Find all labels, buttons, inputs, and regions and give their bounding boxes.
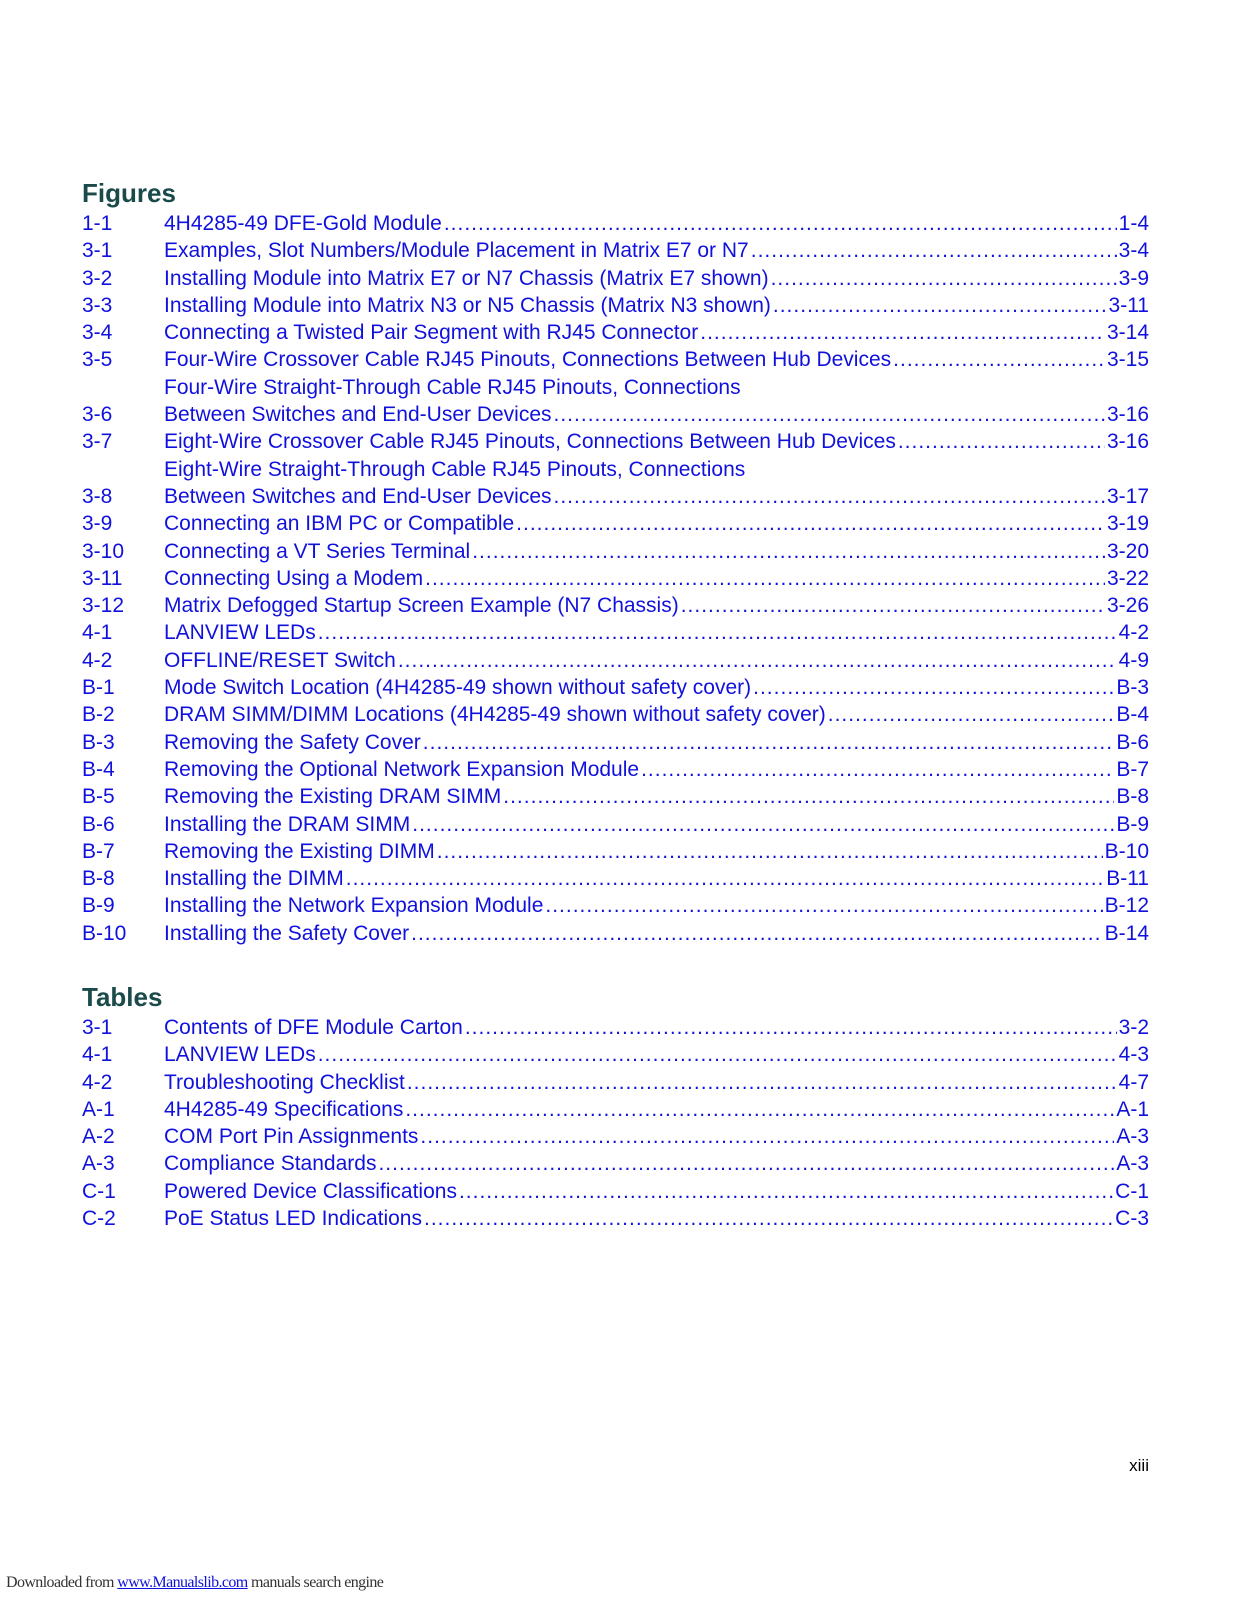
page-number: xiii bbox=[1129, 1456, 1149, 1475]
figure-page-ref: 1-4 bbox=[1118, 212, 1149, 235]
table-entry[interactable] bbox=[82, 1014, 1149, 1041]
table-page-ref: A-1 bbox=[1116, 1097, 1149, 1121]
figure-page-ref: B-11 bbox=[1106, 867, 1149, 891]
figure-page-ref: 3-4 bbox=[1118, 239, 1149, 263]
figure-page-ref: B-14 bbox=[1104, 921, 1149, 945]
table-page-ref: C-3 bbox=[1115, 1207, 1149, 1231]
table-number: 4-1 bbox=[82, 1043, 113, 1067]
figure-page-ref: 3-16 bbox=[1106, 430, 1149, 454]
figure-page-ref: 3-19 bbox=[1106, 512, 1149, 536]
dot-leader bbox=[751, 237, 1117, 264]
figure-title: Installing the Safety Cover bbox=[164, 921, 410, 945]
dot-leader bbox=[444, 210, 1117, 237]
figure-entry[interactable] bbox=[82, 210, 1149, 237]
table-entry[interactable] bbox=[82, 1178, 1149, 1205]
dot-leader bbox=[753, 674, 1114, 701]
dot-leader bbox=[318, 1041, 1117, 1068]
figure-page-ref: B-3 bbox=[1116, 676, 1149, 700]
dot-leader bbox=[472, 538, 1105, 565]
table-page-ref: A-3 bbox=[1116, 1125, 1149, 1149]
dot-leader bbox=[346, 865, 1104, 892]
table-page-ref: C-1 bbox=[1115, 1179, 1149, 1203]
figure-number: 3-9 bbox=[82, 512, 113, 536]
figure-entry[interactable] bbox=[82, 838, 1149, 865]
figure-entry[interactable] bbox=[82, 865, 1149, 892]
figure-number: B-4 bbox=[82, 757, 115, 781]
table-entry[interactable] bbox=[82, 1123, 1149, 1150]
figure-entry[interactable] bbox=[82, 920, 1149, 947]
figure-number: 4-2 bbox=[82, 648, 113, 672]
figure-entry[interactable] bbox=[82, 456, 1149, 511]
figure-entry[interactable] bbox=[82, 647, 1149, 674]
dot-leader bbox=[407, 1069, 1117, 1096]
figure-number: 3-8 bbox=[82, 484, 113, 508]
figure-title: Four-Wire Straight-Through Cable RJ45 Pinouts, Connections bbox=[164, 375, 741, 399]
figure-title: LANVIEW LEDs bbox=[164, 621, 316, 645]
figure-number: B-6 bbox=[82, 812, 115, 836]
dot-leader bbox=[378, 1150, 1114, 1177]
table-number: C-1 bbox=[82, 1179, 116, 1203]
dot-leader bbox=[405, 1096, 1114, 1123]
figure-entry[interactable] bbox=[82, 510, 1149, 537]
figure-number: B-5 bbox=[82, 785, 115, 809]
figure-title: Examples, Slot Numbers/Module Placement in Matrix E7 or N7 bbox=[164, 239, 749, 263]
figure-page-ref: 3-14 bbox=[1106, 321, 1149, 345]
figure-number: B-1 bbox=[82, 676, 115, 700]
table-entry[interactable] bbox=[82, 1150, 1149, 1177]
dot-leader bbox=[411, 920, 1103, 947]
dot-leader bbox=[516, 510, 1105, 537]
dot-leader bbox=[412, 811, 1114, 838]
dot-leader bbox=[773, 292, 1107, 319]
figures-section bbox=[82, 176, 1149, 947]
dot-leader bbox=[420, 1123, 1114, 1150]
table-title: Troubleshooting Checklist bbox=[164, 1070, 405, 1094]
figure-page-ref: 3-16 bbox=[1106, 403, 1149, 427]
table-title: LANVIEW LEDs bbox=[164, 1043, 316, 1067]
figure-entry[interactable] bbox=[82, 319, 1149, 346]
table-page-ref: 4-7 bbox=[1118, 1070, 1149, 1094]
figure-number: 1-1 bbox=[82, 212, 113, 235]
figure-title: Installing Module into Matrix E7 or N7 Chassis (Matrix E7 shown) bbox=[164, 266, 769, 290]
dot-leader bbox=[893, 346, 1105, 373]
figure-number: 3-7 bbox=[82, 430, 113, 454]
figure-entry[interactable] bbox=[82, 237, 1149, 264]
figure-title: Installing the DRAM SIMM bbox=[164, 812, 411, 836]
dot-leader bbox=[771, 265, 1117, 292]
figure-entry[interactable] bbox=[82, 811, 1149, 838]
figure-entry[interactable] bbox=[82, 428, 1149, 455]
footer bbox=[6, 1574, 383, 1592]
figure-number: 3-5 bbox=[82, 348, 113, 372]
figure-number: B-10 bbox=[82, 921, 127, 945]
figure-title: Removing the Optional Network Expansion Module bbox=[164, 757, 640, 781]
dot-leader bbox=[503, 783, 1114, 810]
footer-prefix: Downloaded from bbox=[6, 1574, 118, 1591]
dot-leader bbox=[423, 729, 1115, 756]
figure-title: Connecting an IBM PC or Compatible bbox=[164, 512, 515, 536]
figure-number: B-9 bbox=[82, 894, 115, 918]
figure-page-ref: 4-2 bbox=[1118, 621, 1149, 645]
table-page-ref: 3-2 bbox=[1118, 1016, 1149, 1039]
figure-number: B-8 bbox=[82, 867, 115, 891]
figure-page-ref: 3-9 bbox=[1118, 266, 1149, 290]
table-page-ref: 4-3 bbox=[1118, 1043, 1149, 1067]
table-number: 3-1 bbox=[82, 1016, 113, 1039]
figure-entry[interactable] bbox=[82, 265, 1149, 292]
figure-entry[interactable] bbox=[82, 674, 1149, 701]
figure-number: 3-12 bbox=[82, 594, 125, 618]
table-title: COM Port Pin Assignments bbox=[164, 1125, 419, 1149]
figure-entry[interactable] bbox=[82, 292, 1149, 319]
figure-number: B-7 bbox=[82, 839, 115, 863]
tables-heading: Tables bbox=[82, 982, 163, 1012]
figure-title: Connecting Using a Modem bbox=[164, 566, 424, 590]
figure-page-ref: 3-11 bbox=[1108, 293, 1149, 317]
figure-title: Connecting a Twisted Pair Segment with RJ45 Connector bbox=[164, 321, 699, 345]
dot-leader bbox=[425, 565, 1105, 592]
table-entry[interactable] bbox=[82, 1205, 1149, 1232]
manualslib-link[interactable]: www.Manualslib.com bbox=[117, 1574, 248, 1591]
table-entry[interactable] bbox=[82, 1069, 1149, 1096]
figure-number: 3-3 bbox=[82, 293, 113, 317]
figure-title: Matrix Defogged Startup Screen Example (N7 Chassis) bbox=[164, 594, 679, 618]
figure-page-ref: B-6 bbox=[1116, 730, 1149, 754]
dot-leader bbox=[437, 838, 1103, 865]
table-title: PoE Status LED Indications bbox=[164, 1207, 422, 1231]
dot-leader bbox=[465, 1014, 1117, 1041]
figure-title: Installing the DIMM bbox=[164, 867, 344, 891]
table-number: A-2 bbox=[82, 1125, 115, 1149]
figure-title: Removing the Existing DIMM bbox=[164, 839, 435, 863]
dot-leader bbox=[828, 701, 1115, 728]
figures-list bbox=[82, 210, 1149, 947]
figure-title: OFFLINE/RESET Switch bbox=[164, 648, 396, 672]
figure-number: B-3 bbox=[82, 730, 115, 754]
figure-title: 4H4285-49 DFE-Gold Module bbox=[164, 212, 442, 235]
dot-leader bbox=[700, 319, 1105, 346]
figure-title: Eight-Wire Straight-Through Cable RJ45 Pinouts, Connections bbox=[164, 457, 746, 481]
figure-number: 3-6 bbox=[82, 403, 113, 427]
figure-title: Removing the Safety Cover bbox=[164, 730, 421, 754]
figure-title: Four-Wire Crossover Cable RJ45 Pinouts, Connections Between Hub Devices bbox=[164, 348, 892, 372]
figure-page-ref: 3-20 bbox=[1106, 539, 1149, 563]
figure-page-ref: 3-26 bbox=[1106, 594, 1149, 618]
figure-entry[interactable] bbox=[82, 783, 1149, 810]
figure-page-ref: B-4 bbox=[1116, 703, 1149, 727]
table-entry[interactable] bbox=[82, 1096, 1149, 1123]
dot-leader bbox=[641, 756, 1114, 783]
figure-title: Between Switches and End-User Devices bbox=[164, 484, 552, 508]
table-number: A-3 bbox=[82, 1152, 115, 1176]
figure-number: 3-2 bbox=[82, 266, 113, 290]
figure-entry[interactable] bbox=[82, 729, 1149, 756]
figure-title: Connecting a VT Series Terminal bbox=[164, 539, 471, 563]
figure-entry[interactable] bbox=[82, 756, 1149, 783]
dot-leader bbox=[318, 619, 1117, 646]
figure-entry[interactable] bbox=[82, 619, 1149, 646]
dot-leader bbox=[681, 592, 1105, 619]
table-title: Compliance Standards bbox=[164, 1152, 377, 1176]
figure-page-ref: B-9 bbox=[1116, 812, 1149, 836]
dot-leader bbox=[898, 428, 1105, 455]
table-entry[interactable] bbox=[82, 1041, 1149, 1068]
table-page-ref: A-3 bbox=[1116, 1152, 1149, 1176]
footer-suffix: manuals search engine bbox=[247, 1574, 384, 1591]
figure-number: 4-1 bbox=[82, 621, 113, 645]
figure-entry[interactable] bbox=[82, 892, 1149, 919]
figure-entry[interactable] bbox=[82, 592, 1149, 619]
figure-entry[interactable] bbox=[82, 565, 1149, 592]
figure-page-ref: B-8 bbox=[1116, 785, 1149, 809]
figure-entry[interactable] bbox=[82, 701, 1149, 728]
figure-number: 3-10 bbox=[82, 539, 125, 563]
figure-page-ref: B-7 bbox=[1116, 757, 1149, 781]
table-title: 4H4285-49 Specifications bbox=[164, 1097, 404, 1121]
figure-page-ref: 3-22 bbox=[1106, 566, 1149, 590]
figure-entry[interactable] bbox=[82, 538, 1149, 565]
dot-leader bbox=[424, 1205, 1113, 1232]
figures-heading: Figures bbox=[82, 178, 176, 208]
figure-page-ref: 3-17 bbox=[1106, 484, 1149, 508]
figure-page-ref: B-12 bbox=[1104, 894, 1149, 918]
figure-number: 3-1 bbox=[82, 239, 113, 263]
figure-entry[interactable] bbox=[82, 346, 1149, 373]
table-number: 4-2 bbox=[82, 1070, 113, 1094]
figure-title: Between Switches and End-User Devices bbox=[164, 403, 552, 427]
table-title: Powered Device Classifications bbox=[164, 1179, 457, 1203]
dot-leader bbox=[545, 892, 1102, 919]
tables-section bbox=[82, 980, 1149, 1232]
dot-leader bbox=[459, 1178, 1113, 1205]
figure-number: 3-11 bbox=[82, 566, 123, 590]
figure-number: B-2 bbox=[82, 703, 115, 727]
figure-title: DRAM SIMM/DIMM Locations (4H4285-49 shown without safety cover) bbox=[164, 703, 826, 727]
figure-entry[interactable] bbox=[82, 374, 1149, 429]
tables-list bbox=[82, 1014, 1149, 1232]
table-number: A-1 bbox=[82, 1097, 115, 1121]
dot-leader bbox=[398, 647, 1117, 674]
figure-number: 3-4 bbox=[82, 321, 113, 345]
figure-page-ref: 4-9 bbox=[1118, 648, 1149, 672]
table-title: Contents of DFE Module Carton bbox=[164, 1016, 463, 1039]
table-number: C-2 bbox=[82, 1207, 116, 1231]
figure-title: Removing the Existing DRAM SIMM bbox=[164, 785, 502, 809]
dot-leader bbox=[554, 483, 1105, 510]
figure-title: Mode Switch Location (4H4285-49 shown without safety cover) bbox=[164, 676, 752, 700]
figure-page-ref: B-10 bbox=[1104, 839, 1149, 863]
figure-title: Installing the Network Expansion Module bbox=[164, 894, 544, 918]
figure-title: Installing Module into Matrix N3 or N5 Chassis (Matrix N3 shown) bbox=[164, 293, 771, 317]
figure-title: Eight-Wire Crossover Cable RJ45 Pinouts, Connections Between Hub Devices bbox=[164, 430, 896, 454]
dot-leader bbox=[554, 401, 1105, 428]
figure-page-ref: 3-15 bbox=[1106, 348, 1149, 372]
